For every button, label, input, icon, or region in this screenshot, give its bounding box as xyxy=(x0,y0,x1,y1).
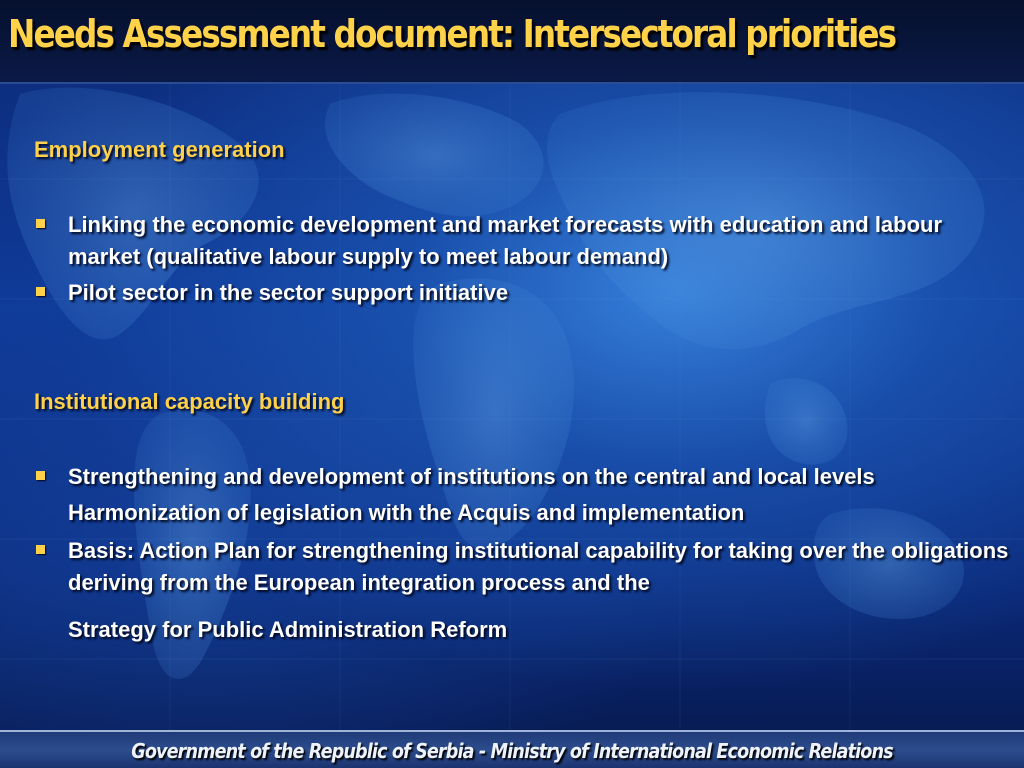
bullet-item-linking xyxy=(36,209,1016,273)
bullet-text: Pilot sector in the sector support initiative xyxy=(68,280,509,305)
bullet-text: Strengthening and development of institutions on the central and local levels xyxy=(68,464,875,489)
bullet-text: Basis: Action Plan for strengthening institutional capability for taking over the obligations deriving from the European integration process and the xyxy=(68,538,1009,595)
square-bullet-icon xyxy=(36,287,45,296)
bullet-text: Linking the economic development and market forecasts with education and labour market (qualitative labour supply to meet labour demand) xyxy=(68,212,943,269)
square-bullet-icon xyxy=(36,471,45,480)
footer-text: Government of the Republic of Serbia - Ministry of International Economic Relations xyxy=(131,739,893,763)
bullet-item-action-plan xyxy=(36,535,1016,599)
slide-title: Needs Assessment document: Intersectoral priorities xyxy=(8,12,896,56)
strategy-line: Strategy for Public Administration Reform xyxy=(68,617,508,642)
section-heading-institutional: Institutional capacity building xyxy=(34,389,345,414)
bullet-item-strengthening xyxy=(36,461,1016,493)
footer-bar xyxy=(0,730,1024,768)
harmonization-line: Harmonization of legislation with the Acquis and implementation xyxy=(68,500,745,525)
section-heading-employment: Employment generation xyxy=(34,137,285,162)
bullet-item-pilot-sector xyxy=(36,277,1016,309)
square-bullet-icon xyxy=(36,219,45,228)
square-bullet-icon xyxy=(36,545,45,554)
